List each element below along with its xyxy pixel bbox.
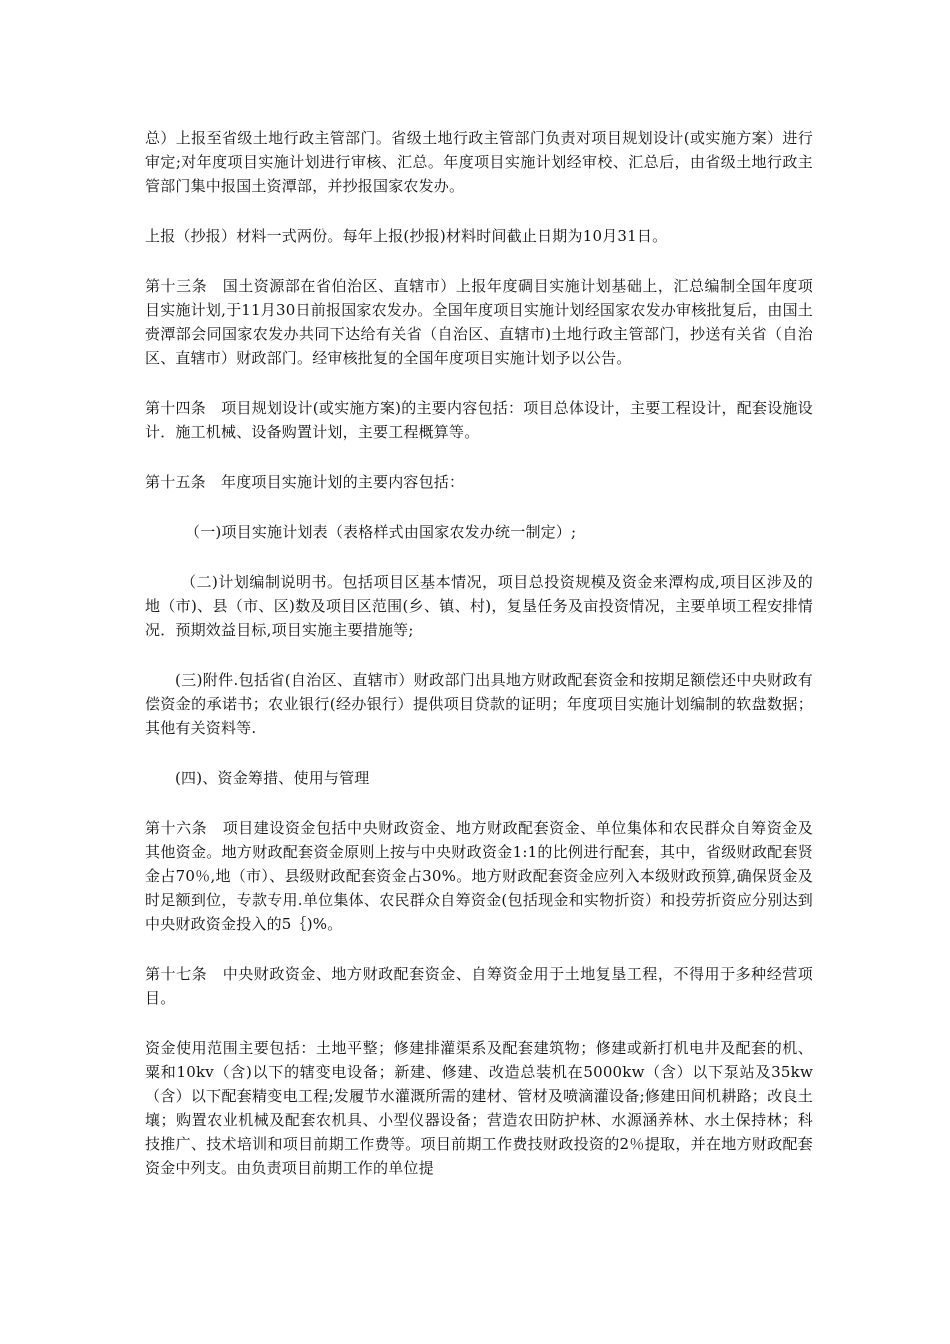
article-15: 第十五条 年度项目实施计划的主要内容包括： [145,473,465,491]
article-17: 第十七条 中央财政资金、地方财政配套资金、自筹资金用于土地复垦工程，不得用于多种经营项目。 [145,965,813,1007]
paragraph-fund-scope: 资金使用范围主要包括：土地平整；修建排灌渠系及配套建筑物；修建或新打机电井及配套的机、粟和10kv（含)以下的辖变电设备；新建、修建、改造总装机在5000kw（含）以下泵站及35kw（含）以下配套精变电工程;发履节水灌溉所需的建材、管材及喷滴灌设备;修建田间机耕路；改良土壤；购置农业机械及配套农机具、小型仪器设备；营造农田防护林、水源涵养林、水土保持林；科技推广、技术培训和项目前期工作费等。项目前期工作费技财政投资的2％提取，并在地方财政配套资金中列支。由负责项目前期工作的单位提 [145,1039,813,1177]
article-15-item-1: （一)项目实施计划表（表格样式由国家农发办统一制定）; [185,523,577,541]
article-14: 第十四条 项目规划设计(或实施方案)的主要内容包括：项目总体设计，主要工程设计，配套设施设计．施工机械、设备购置计划，主要工程概算等。 [145,399,813,441]
article-16: 第十六条 项目建设资金包括中央财政资金、地方财政配套资金、单位集体和农民群众自筹资金及其他资金。地方财政配套资金原则上按与中央财政资金1:1的比例进行配套，其中，省级财政配套贤金占70％,地（市）、县级财政配套资金占30%。地方财政配套资金应列入本级财政预算,确保贤金及时足额到位，专款专用.单位集体、农民群众自筹资金(包括现金和实物折资）和投劳折资应分别达到中央财政资金投入的5｛)%。 [145,819,813,933]
section-heading-funding: (四)、资金筹措、使用与管理 [175,769,370,787]
paragraph-report-copies: 上报（抄报）材料一式两份。每年上报(抄报)材料时间截止日期为10月31日。 [145,227,668,245]
document-body [145,126,813,1206]
article-15-item-3: (三)附件.包括省(自治区、直辖市）财政部门出具地方财政配套资金和按期足额偿还中央财政有偿资金的承诺书；农业银行(经办银行）提供项目贷款的证明；年度项目实施计划编制的软盘数据；其他有关资料等. [145,671,813,737]
article-13: 第十三条 国土资源部在省伯治区、直辖市）上报年度碉目实施计划基础上，汇总编制全国年度项目实施计划,于11月30日前报国家农发办。全国年度项目实施计划经国家农发办审核批复后，由国土赍潭部会同国家农发办共同下达给有关省（自治区、直辖市)土地行政主管部门，抄送有关省（自治区、直辖市）财政部门。经审核批复的全国年度项目实施计划予以公告。 [145,277,813,367]
paragraph-continuation: 总）上报至省级土地行政主管部门。省级土地行政主管部门负责对项目规划设计(或实施方案）进行审定;对年度项目实施计划进行审核、汇总。年度项目实施计划经审校、汇总后，由省级土地行政主管部门集中报国土资潭部，并抄报国家农发办。 [145,129,813,195]
article-15-item-2: （二)计划编制说明书。包括项目区基本情况，项目总投资规模及资金来潭构成,项目区涉及的地（市)、县（市、区)数及项目区范围(乡、镇、村)，复垦任务及亩投资情况，主要单顷工程安排情况．预期效益目标,项目实施主要措施等; [145,573,813,639]
